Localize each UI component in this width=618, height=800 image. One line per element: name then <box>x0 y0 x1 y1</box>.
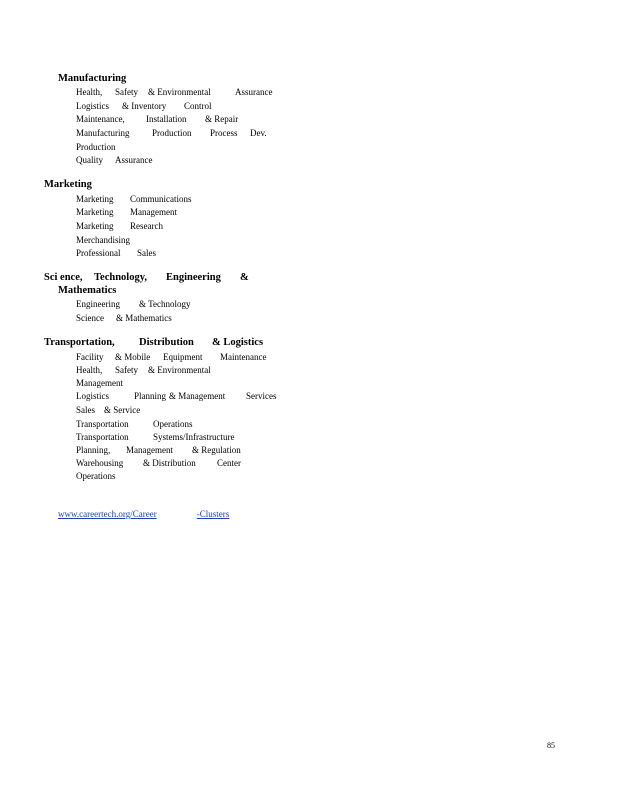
section-heading-manufacturing: Manufacturing <box>58 73 127 84</box>
document-page: Manufacturing Health, Safety & Environmental Assurance Logistics & Inventory Control Maintenance, Installation & Repair Manufacturing Production Process Dev. Production Quality Assurance Marketing Marketing Communications Marketing Management Marketing Research Merchandising Professional Sales Sci ence, Technology, Engineering & Mathematics Engineering & Technology Science & Mathematics Transportation, Distribution & Logistics Facility & Mobile Equipment Maintenance Health, Safety & Environmental Management Logistics Planning & Management Services Sales & Service Transportation Operations Transportation Systems/Infrastructure Planning, Management & Regulation Warehousing & Distribution Center Operations www.careertech.org/Career -Clusters 85 <box>44 73 555 750</box>
page-number: 85 <box>547 741 555 750</box>
careertech-link[interactable]: www.careertech.org/Career -Clusters <box>58 509 230 519</box>
section-heading-stem-line2: Mathematics <box>58 285 117 296</box>
section-heading-marketing: Marketing <box>44 179 92 190</box>
